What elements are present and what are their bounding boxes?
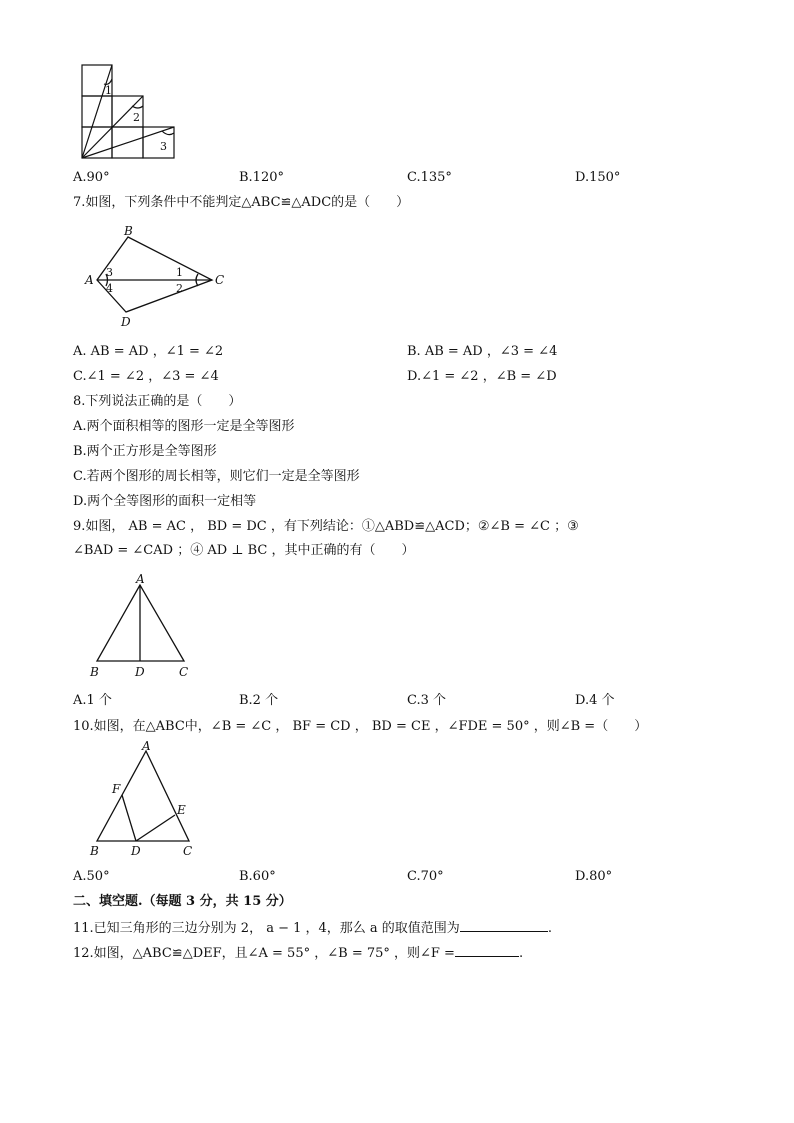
q10-option-b: B.60° <box>239 869 276 884</box>
q10-label-a: A <box>142 739 151 753</box>
q7-label-2: 2 <box>176 282 183 295</box>
q7-option-a: A. AB = AD ，∠1 = ∠2 <box>73 344 224 359</box>
q11-answer-blank[interactable] <box>460 919 548 932</box>
q7-label-d: D <box>121 315 131 329</box>
q6-option-a: A.90° <box>73 170 110 185</box>
q12-end: . <box>518 946 524 961</box>
q8-option-a: A.两个面积相等的图形一定是全等图形 <box>73 419 295 434</box>
q9-stem-line2: ∠BAD = ∠CAD ；④ AD ⊥ BC ，其中正确的有（ ） <box>73 543 415 558</box>
q6-option-b: B.120° <box>239 170 284 185</box>
q9-option-a: A.1 个 <box>73 693 112 708</box>
q10-option-c: C.70° <box>407 869 444 884</box>
q9-option-b: B.2 个 <box>239 693 279 708</box>
section2-title: 二、填空题.（每题 3 分，共 15 分） <box>73 894 292 909</box>
q7-option-d: D.∠1 = ∠2 ，∠B = ∠D <box>407 369 557 384</box>
q12-stem: 12.如图，△ABC≌△DEF，且∠A = 55° ，∠B = 75° ，则∠F = <box>73 946 455 961</box>
q10-option-d: D.80° <box>575 869 613 884</box>
q9-label-a: A <box>136 572 145 586</box>
q6-label-1: 1 <box>105 84 112 97</box>
q7-figure <box>80 222 240 330</box>
q7-option-b: B. AB = AD ，∠3 = ∠4 <box>407 344 558 359</box>
q6-figure <box>76 62 180 160</box>
q11-end: . <box>547 921 552 936</box>
q7-label-3: 3 <box>106 266 113 279</box>
q11-line <box>73 919 552 937</box>
q8-stem: 8.下列说法正确的是（ ） <box>73 394 242 409</box>
q10-label-e: E <box>177 803 186 817</box>
q7-stem: 7.如图，下列条件中不能判定△ABC≌△ADC的是（ ） <box>73 195 410 210</box>
q7-label-b: B <box>124 224 133 238</box>
q10-label-d: D <box>131 844 141 858</box>
q9-stem-line1: 9.如图， AB = AC ， BD = DC ，有下列结论：①△ABD≌△ACD；②∠B = ∠C ；③ <box>73 519 579 534</box>
q11-stem: 11.已知三角形的三边分别为 2， a − 1 ，4，那么 a 的取值范围为 <box>73 921 460 936</box>
q6-option-c: C.135° <box>407 170 452 185</box>
q7-label-4: 4 <box>106 282 113 295</box>
q7-label-c: C <box>215 273 225 287</box>
q6-label-2: 2 <box>133 111 140 124</box>
q6-option-d: D.150° <box>575 170 621 185</box>
q10-stem: 10.如图，在△ABC中，∠B = ∠C ， BF = CD ， BD = CE ，∠FDE = 50° ，则∠B =（ ） <box>73 719 648 734</box>
q9-label-b: B <box>90 665 99 679</box>
q8-option-b: B.两个正方形是全等图形 <box>73 444 217 459</box>
q10-label-c: C <box>183 844 193 858</box>
q8-option-d: D.两个全等图形的面积一定相等 <box>73 494 257 509</box>
q12-answer-blank[interactable] <box>455 944 519 957</box>
q7-label-1: 1 <box>176 266 183 279</box>
q9-label-c: C <box>179 665 189 679</box>
q9-option-d: D.4 个 <box>575 693 615 708</box>
q12-line <box>73 944 523 962</box>
q10-label-b: B <box>90 844 99 858</box>
q10-option-a: A.50° <box>73 869 110 884</box>
q10-label-f: F <box>112 782 121 796</box>
q9-figure <box>85 571 195 681</box>
q9-option-c: C.3 个 <box>407 693 447 708</box>
q8-option-c: C.若两个图形的周长相等，则它们一定是全等图形 <box>73 469 360 484</box>
q6-label-3: 3 <box>160 140 167 153</box>
q9-label-d: D <box>135 665 145 679</box>
q7-option-c: C.∠1 = ∠2 ，∠3 = ∠4 <box>73 369 219 384</box>
q10-figure <box>85 739 200 861</box>
q7-label-a: A <box>85 273 94 287</box>
